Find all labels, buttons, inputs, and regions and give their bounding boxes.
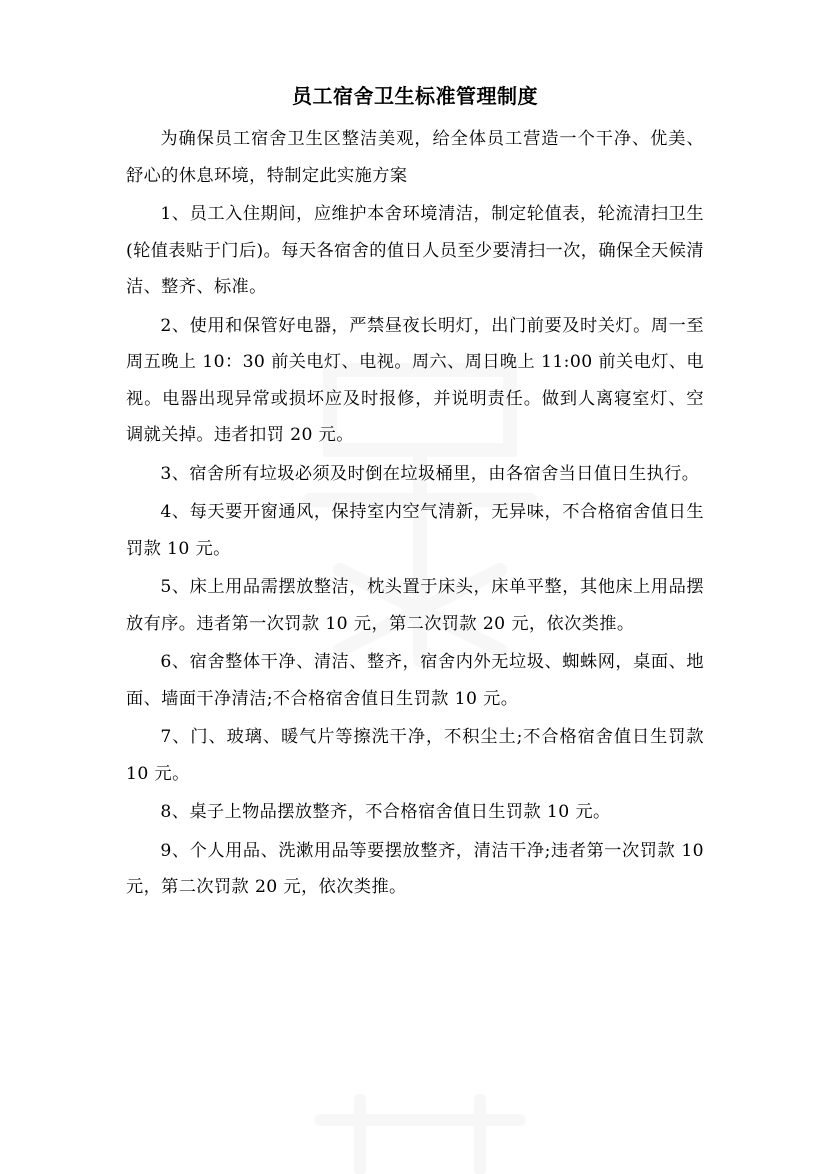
rule-paragraph-6: 6、宿舍整体干净、清洁、整齐，宿舍内外无垃圾、蜘蛛网，桌面、地面、墙面干净清洁;不合格宿舍值日生罚款 10 元。 bbox=[126, 652, 704, 709]
document-title: 员工宿舍卫生标准管理制度 bbox=[292, 84, 538, 108]
rule-paragraph-8: 8、桌子上物品摆放整齐，不合格宿舍值日生罚款 10 元。 bbox=[160, 802, 611, 822]
rule-paragraph-1: 1、员工入住期间，应维护本舍环境清洁，制定轮值表，轮流清扫卫生(轮值表贴于门后)。每天各宿舍的值日人员至少要清扫一次，确保全天候清洁、整齐、标准。 bbox=[126, 204, 704, 297]
intro-paragraph: 为确保员工宿舍卫生区整洁美观，给全体员工营造一个干净、优美、舒心的休息环境，特制定此实施方案 bbox=[126, 129, 704, 186]
watermark-graphic-bottom bbox=[300, 1090, 540, 1174]
rule-paragraph-3: 3、宿舍所有垃圾必须及时倒在垃圾桶里，由各宿舍当日值日生执行。 bbox=[160, 463, 700, 484]
document-body bbox=[126, 121, 704, 906]
rule-paragraph-5: 5、床上用品需摆放整洁，枕头置于床头，床单平整，其他床上用品摆放有序。违者第一次罚款 10 元，第二次罚款 20 元，依次类推。 bbox=[126, 577, 704, 634]
rule-paragraph-9: 9、个人用品、洗漱用品等要摆放整齐，清洁干净;违者第一次罚款 10 元，第二次罚款 20 元，依次类推。 bbox=[126, 840, 704, 897]
rule-paragraph-4: 4、每天要开窗通风，保持室内空气清新，无异味，不合格宿舍值日生罚款 10 元。 bbox=[126, 502, 704, 559]
rule-paragraph-2: 2、使用和保管好电器，严禁昼夜长明灯，出门前要及时关灯。周一至周五晚上 10：30 前关电灯、电视。周六、周日晚上 11:00 前关电灯、电视。电器出现异常或损坏应及时报修，并说明责任。做到人离寝室灯、空调就关掉。违者扣罚 20 元。 bbox=[126, 315, 704, 445]
rule-paragraph-7: 7、门、玻璃、暖气片等擦洗干净，不积尘土;不合格宿舍值日生罚款 10 元。 bbox=[126, 727, 704, 784]
